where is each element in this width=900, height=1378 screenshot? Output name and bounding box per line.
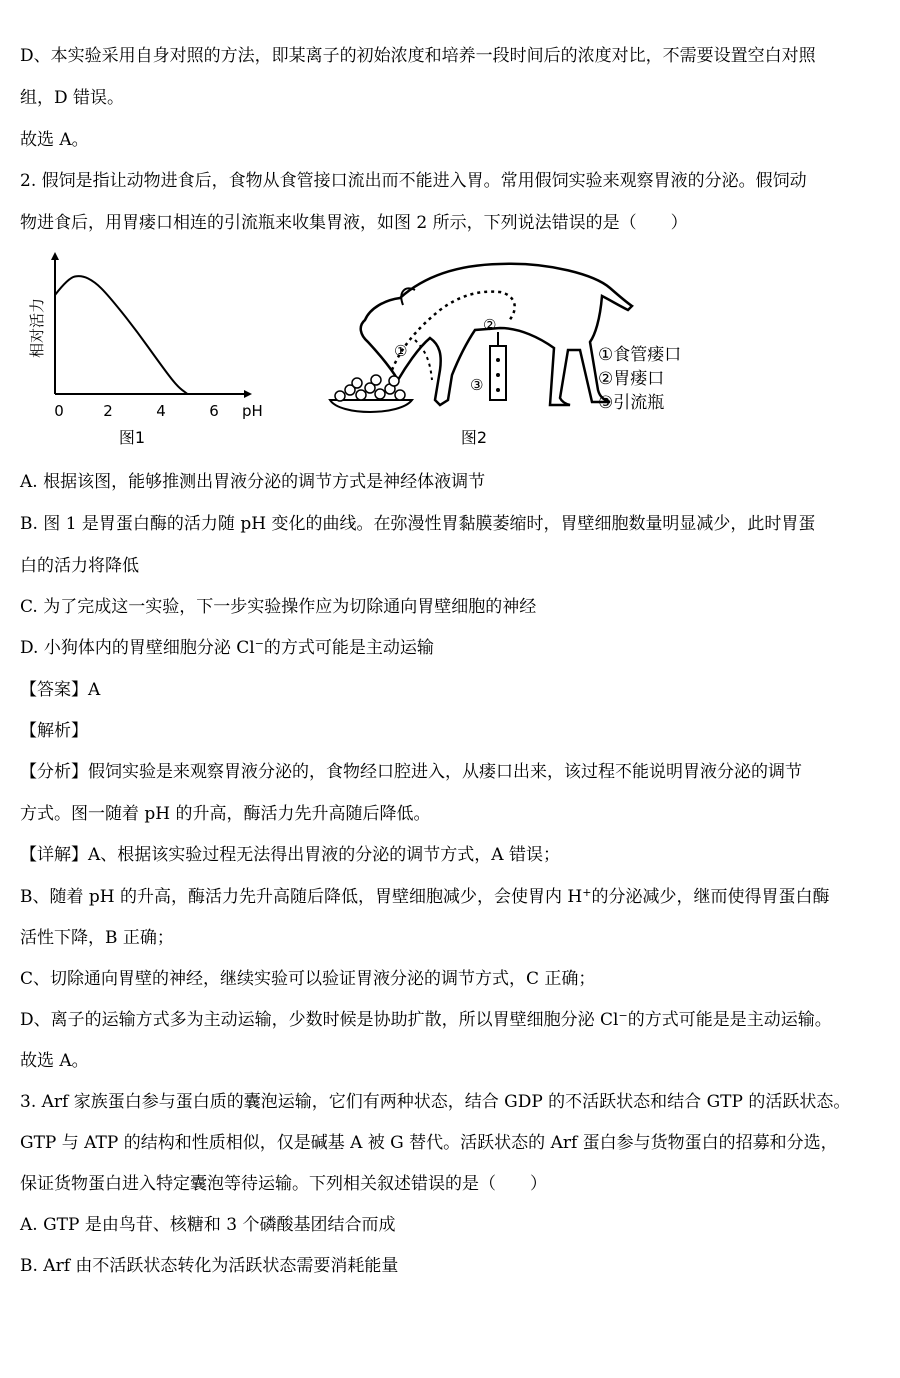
figure-1-chart [28,252,263,447]
question-2-stem: 2. 假饲是指让动物进食后，食物从食管接口流出而不能进入胃。常用假饲实验来观察胃液的分泌。假饲动 [20,171,807,191]
figures-svg [20,250,880,450]
activity-curve [55,276,188,394]
question-2-stem: 物进食后，用胃瘘口相连的引流瓶来收集胃液，如图 2 所示，下列说法错误的是（ ） [20,213,688,233]
option-c: C. 为了完成这一实验，下一步实验操作应为切除通向胃壁细胞的神经 [20,597,537,617]
detail-text: D、离子的运输方式多为主动运输，少数时候是协助扩散，所以胃壁细胞分泌 Cl−的方式可能是是主动运输。 [20,1009,832,1030]
text-line: D、本实验采用自身对照的方法，即某离子的初始浓度和培养一段时间后的浓度对比，不需要设置空白对照 [20,46,816,66]
detail-text: 【详解】A、根据该实验过程无法得出胃液的分泌的调节方式，A 错误； [20,845,560,865]
text-line: 故选 A。 [20,130,89,150]
question-3-stem: 3. Arf 家族蛋白参与蛋白质的囊泡运输，它们有两种状态，结合 GDP 的不活跃状态和结合 GTP 的活跃状态。 [20,1092,851,1112]
question-3-stem: 保证货物蛋白进入特定囊泡等待运输。下列相关叙述错误的是（ ） [20,1174,547,1194]
x-tick-label: 0 [54,402,64,420]
text-line: 组，D 错误。 [20,88,125,108]
x-tick-label: 4 [156,402,166,420]
legend-esophageal-fistula: ①食管瘘口 [598,345,682,365]
figure-1-caption: 图1 [118,428,146,447]
conclusion: 故选 A。 [20,1051,89,1071]
option-b: B. 图 1 是胃蛋白酶的活力随 pH 变化的曲线。在弥漫性胃黏膜萎缩时，胃壁细胞数量明显减少，此时胃蛋 [20,514,816,534]
analysis-text: 方式。图一随着 pH 的升高，酶活力先升高随后降低。 [20,804,431,824]
figure-area [20,250,880,450]
marker-2: ② [483,316,497,334]
y-axis-label: 相对活力 [28,297,46,359]
legend-gastric-fistula: ②胃瘘口 [598,369,665,389]
x-tick-label: 2 [103,402,113,420]
legend-drainage-bottle: ③引流瓶 [598,393,665,413]
x-tick-label: 6 [209,402,219,420]
detail-text: 活性下降，B 正确； [20,928,174,948]
q3-option-a: A. GTP 是由鸟苷、核糖和 3 个磷酸基团结合而成 [20,1215,396,1235]
answer: 【答案】A [20,680,101,700]
question-3-stem: GTP 与 ATP 的结构和性质相似，仅是碱基 A 被 G 替代。活跃状态的 Arf 蛋白参与货物蛋白的招募和分选， [20,1133,838,1153]
q3-option-b: B. Arf 由不活跃状态转化为活跃状态需要消耗能量 [20,1256,399,1276]
option-b-cont: 白的活力将降低 [20,556,139,576]
marker-1: ① [394,342,408,360]
food-pellets [335,375,405,401]
analysis-heading: 【解析】 [20,721,88,741]
food-bowl [330,400,412,412]
detail-text: C、切除通向胃壁的神经，继续实验可以验证胃液分泌的调节方式，C 正确； [20,969,596,989]
figure-2-caption: 图2 [460,428,488,447]
analysis-text: 【分析】假饲实验是来观察胃液分泌的，食物经口腔进入，从瘘口出来，该过程不能说明胃液分泌的调节 [20,762,802,782]
x-axis-unit: pH [242,402,263,420]
y-axis-arrow [51,252,59,260]
option-a: A. 根据该图，能够推测出胃液分泌的调节方式是神经体液调节 [20,472,486,492]
figure-2-dog-illustration [330,264,681,447]
detail-text: B、随着 pH 的升高，酶活力先升高随后降低，胃壁细胞减少，会使胃内 H+的分泌减少，继而使得胃蛋白酶 [20,886,830,907]
marker-3: ③ [470,376,484,394]
option-d: D. 小狗体内的胃壁细胞分泌 Cl−的方式可能是主动运输 [20,637,434,658]
x-axis-arrow [244,390,252,398]
